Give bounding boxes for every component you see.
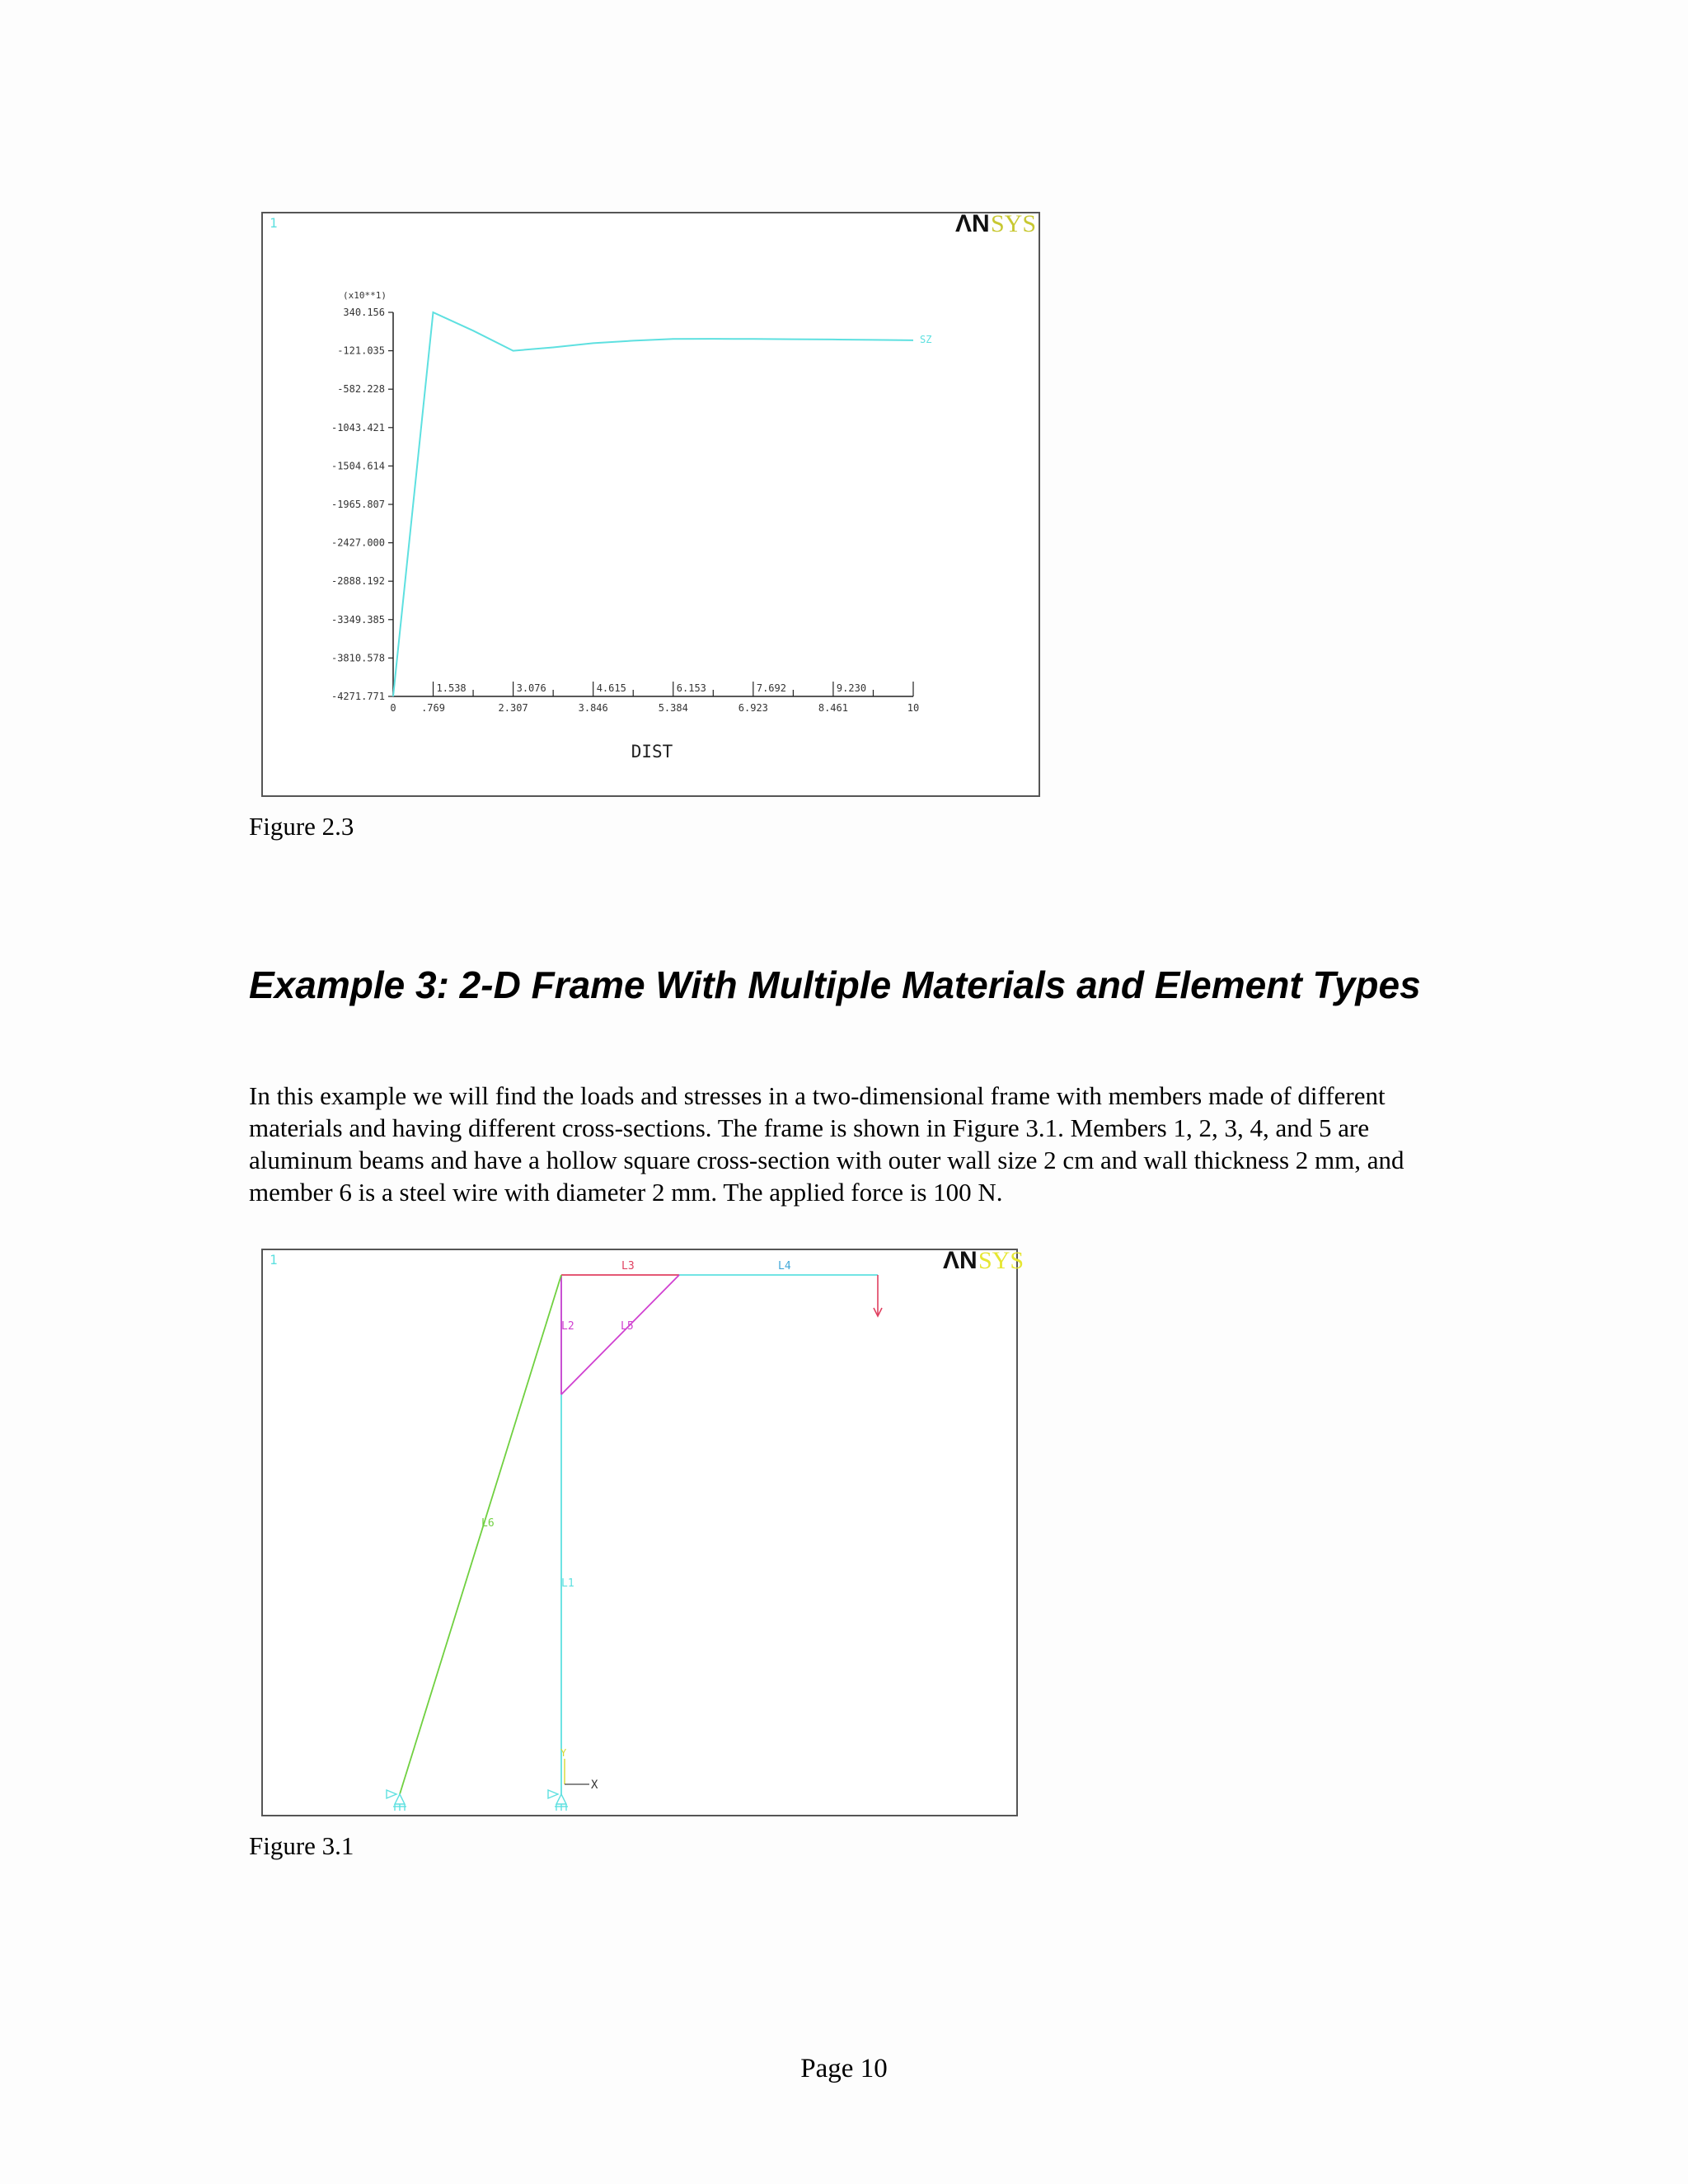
section-heading: Example 3: 2-D Frame With Multiple Materials and Element Types xyxy=(249,963,1421,1006)
y-axis-ticks xyxy=(331,307,393,702)
x-axis-triad-label: X xyxy=(591,1779,598,1792)
y-tick-label: -1043.421 xyxy=(331,421,385,434)
sz-series-line xyxy=(393,312,913,696)
series-legend-label: SZ xyxy=(920,333,932,345)
figure-3-1-caption: Figure 3.1 xyxy=(249,1831,354,1860)
y-tick-label: -1504.614 xyxy=(331,460,385,472)
x-axis-ticks xyxy=(390,682,919,714)
y-tick-label: -582.228 xyxy=(337,383,385,396)
label-l2: L2 xyxy=(561,1320,574,1333)
example-description: In this example we will find the loads and stresses in a two-dimensional frame with members made of different materials and having different cross-sections. The frame is shown in Figure 3.1. Members 1, 2, 3, 4, and 5 are aluminum beams and have a hollow square cross-section with outer wall size 2 cm and wall thickness 2 mm, and member 6 is a steel wire with diameter 2 mm. The applied force is 100 N. xyxy=(249,1081,1404,1207)
label-l1: L1 xyxy=(561,1577,574,1590)
x-tick-label-bottom: 10 xyxy=(907,702,920,714)
x-tick-label-bottom: 6.923 xyxy=(738,702,768,714)
x-tick-label-top: 7.692 xyxy=(756,682,786,694)
y-tick-label: -4271.771 xyxy=(331,691,385,702)
label-l6: L6 xyxy=(481,1517,495,1530)
figure-2-3-plot xyxy=(261,212,1040,797)
ansys-logo-part1: ΛN xyxy=(955,210,990,237)
x-tick-label-bottom: 0 xyxy=(390,702,396,714)
y-tick-label: -3349.385 xyxy=(331,613,385,626)
x-tick-label-bottom: .769 xyxy=(421,702,445,714)
support-left xyxy=(387,1790,406,1811)
y-tick-label: -3810.578 xyxy=(331,652,385,664)
x-tick-label-top: 9.230 xyxy=(836,682,867,694)
member-l5 xyxy=(561,1275,679,1394)
window-number: 1 xyxy=(270,215,278,231)
x-tick-label-top: 6.153 xyxy=(676,682,706,694)
y-tick-label: -121.035 xyxy=(337,344,385,357)
label-l4: L4 xyxy=(778,1260,791,1272)
x-tick-label-bottom: 8.461 xyxy=(818,702,848,714)
member-l6 xyxy=(400,1275,561,1794)
label-l3: L3 xyxy=(621,1260,635,1272)
x-axis-label: DIST xyxy=(631,742,673,762)
ansys-logo-part1: ΛN xyxy=(943,1247,978,1274)
frame-diagram xyxy=(263,1247,1025,1815)
ansys-logo-part2: SYS xyxy=(978,1247,1025,1274)
ansys-logo xyxy=(943,1247,1024,1274)
figure-2-3-caption: Figure 2.3 xyxy=(249,812,354,841)
x-tick-label-bottom: 5.384 xyxy=(658,702,688,714)
x-tick-label-bottom: 2.307 xyxy=(498,702,528,714)
ansys-logo xyxy=(955,210,1036,237)
label-l5: L5 xyxy=(621,1320,634,1333)
applied-force-arrow xyxy=(874,1275,882,1316)
x-tick-label-bottom: 3.846 xyxy=(578,702,608,714)
sz-distance-plot xyxy=(263,210,1039,795)
y-multiplier-label: (x10**1) xyxy=(343,290,387,301)
figure-3-1-frame xyxy=(261,1247,1025,1816)
y-tick-label: -2888.192 xyxy=(331,575,385,588)
page-number: Page 10 xyxy=(800,2054,888,2083)
x-tick-label-top: 4.615 xyxy=(596,682,626,694)
coordinate-triad xyxy=(560,1747,598,1792)
y-axis-triad-label: Y xyxy=(560,1747,567,1759)
y-tick-label: -2427.000 xyxy=(331,537,385,549)
x-tick-label-top: 3.076 xyxy=(516,682,546,694)
ansys-logo-part2: SYS xyxy=(991,210,1037,237)
y-tick-label: 340.156 xyxy=(343,307,385,318)
window-number: 1 xyxy=(270,1252,278,1268)
y-tick-label: -1965.807 xyxy=(331,499,385,510)
x-tick-label-top: 1.538 xyxy=(436,682,467,694)
support-right xyxy=(548,1790,568,1811)
